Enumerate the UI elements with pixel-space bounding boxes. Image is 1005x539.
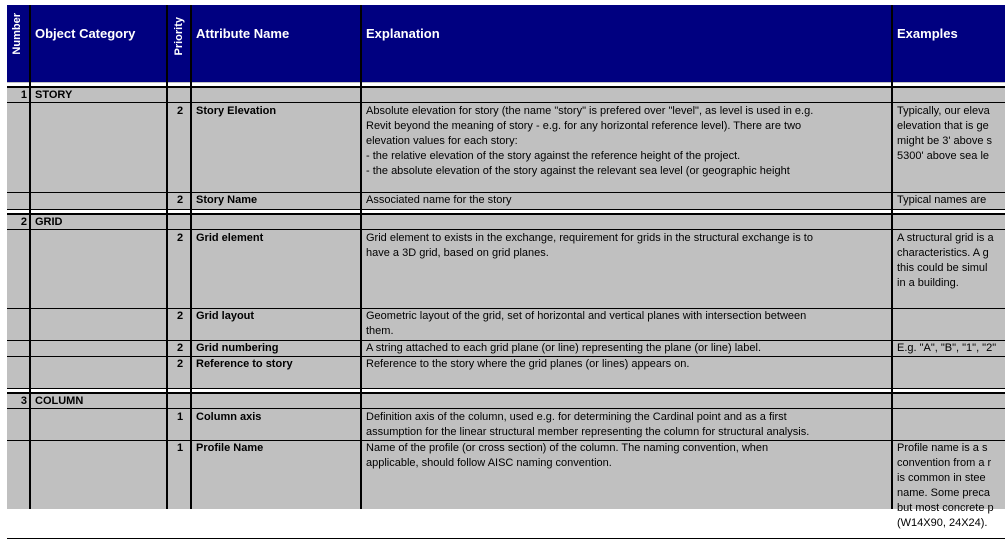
- priority-cell[interactable]: 2: [176, 194, 184, 206]
- explanation-cell[interactable]: [362, 309, 893, 340]
- examples-line: convention from a r: [897, 457, 992, 469]
- examples-line: is common in stee: [897, 472, 986, 484]
- section-header-row[interactable]: [7, 394, 1005, 408]
- explanation-cell[interactable]: [362, 441, 893, 538]
- table-row[interactable]: [7, 441, 1005, 538]
- examples-line: name. Some preca: [897, 487, 990, 499]
- explanation-line: them.: [366, 325, 394, 337]
- column-divider: [29, 5, 31, 509]
- attribute-name-cell[interactable]: Grid element: [196, 232, 264, 244]
- examples-line: elevation that is ge: [897, 120, 989, 132]
- examples-cell[interactable]: [893, 193, 1005, 209]
- section-category[interactable]: GRID: [35, 216, 63, 228]
- explanation-line: - the relative elevation of the story against the reference height of the project.: [366, 150, 741, 162]
- section-number[interactable]: 1: [20, 89, 27, 101]
- header-explanation-label: Explanation: [366, 26, 440, 41]
- header-attribute[interactable]: [192, 5, 362, 82]
- header-number-label: Number: [11, 13, 23, 55]
- column-divider: [190, 5, 192, 509]
- section-header-row[interactable]: [7, 215, 1005, 229]
- table-row[interactable]: [7, 341, 1005, 356]
- row-divider: [7, 408, 1005, 409]
- row-divider: [7, 102, 1005, 103]
- priority-cell[interactable]: 2: [176, 232, 184, 244]
- explanation-line: - the absolute elevation of the story against the relevant sea level (or geographic height: [366, 165, 790, 177]
- examples-line: but most concrete p: [897, 502, 994, 514]
- priority-cell[interactable]: 2: [176, 342, 184, 354]
- header-priority-label: Priority: [173, 17, 185, 56]
- examples-cell[interactable]: [893, 341, 1005, 356]
- table-row[interactable]: [7, 309, 1005, 340]
- explanation-line: Grid element to exists in the exchange, requirement for grids in the structural exchange is to: [366, 232, 813, 244]
- examples-line: 5300' above sea le: [897, 150, 990, 162]
- attribute-name-cell[interactable]: Story Elevation: [196, 105, 277, 117]
- attribute-name-cell[interactable]: Grid layout: [196, 310, 255, 322]
- examples-line: in a building.: [897, 277, 959, 289]
- priority-cell[interactable]: 2: [176, 358, 184, 370]
- header-examples-label: Examples: [897, 26, 958, 41]
- explanation-line: Absolute elevation for story (the name "story" is prefered over "level", as level is used in e.g.: [366, 105, 814, 117]
- examples-cell[interactable]: [893, 357, 1005, 388]
- explanation-cell[interactable]: [362, 410, 893, 440]
- examples-line: might be 3' above s: [897, 135, 993, 147]
- explanation-line: have a 3D grid, based on grid planes.: [366, 247, 549, 259]
- explanation-line: Associated name for the story: [366, 194, 512, 206]
- attribute-name-cell[interactable]: Grid numbering: [196, 342, 279, 354]
- header-category-label: Object Category: [35, 26, 136, 41]
- header-priority[interactable]: [168, 5, 192, 82]
- attribute-name-cell[interactable]: Story Name: [196, 194, 258, 206]
- explanation-cell[interactable]: [362, 231, 893, 308]
- attribute-name-cell[interactable]: Profile Name: [196, 442, 264, 454]
- table-row[interactable]: [7, 193, 1005, 209]
- examples-line: (W14X90, 24X24).: [897, 517, 988, 529]
- explanation-line: applicable, should follow AISC naming convention.: [366, 457, 612, 469]
- section-number[interactable]: 2: [20, 216, 27, 228]
- header-number[interactable]: [7, 5, 31, 82]
- header-examples[interactable]: [893, 5, 1005, 82]
- table-row[interactable]: [7, 104, 1005, 192]
- examples-cell[interactable]: [893, 104, 1005, 192]
- examples-line: this could be simul: [897, 262, 988, 274]
- explanation-line: Revit beyond the meaning of story - e.g. for any horizontal reference level). There are two: [366, 120, 802, 132]
- explanation-line: Name of the profile (or cross section) of the column. The naming convention, when: [366, 442, 769, 454]
- explanation-cell[interactable]: [362, 193, 893, 209]
- explanation-cell[interactable]: [362, 341, 893, 356]
- priority-cell[interactable]: 1: [176, 411, 184, 423]
- priority-cell[interactable]: 1: [176, 442, 184, 454]
- explanation-line: A string attached to each grid plane (or line) representing the plane (or line) label.: [366, 342, 762, 354]
- explanation-line: elevation values for each story:: [366, 135, 518, 147]
- priority-cell[interactable]: 2: [176, 105, 184, 117]
- examples-line: E.g. "A", "B", "1", "2": [897, 342, 997, 354]
- section-category[interactable]: COLUMN: [35, 395, 84, 407]
- explanation-line: Definition axis of the column, used e.g. for determining the Cardinal point and as a first: [366, 411, 787, 423]
- examples-line: characteristics. A g: [897, 247, 989, 259]
- table-row[interactable]: [7, 231, 1005, 308]
- examples-cell[interactable]: [893, 410, 1005, 440]
- column-divider: [360, 5, 362, 509]
- header-attribute-label: Attribute Name: [196, 26, 290, 41]
- examples-cell[interactable]: [893, 441, 1005, 538]
- explanation-cell[interactable]: [362, 357, 893, 388]
- column-divider: [891, 5, 893, 509]
- examples-line: Typical names are: [897, 194, 987, 206]
- attribute-name-cell[interactable]: Column axis: [196, 411, 262, 423]
- row-divider: [7, 229, 1005, 230]
- header-explanation[interactable]: [362, 5, 893, 82]
- spreadsheet-table: [7, 5, 1005, 529]
- column-divider: [166, 5, 168, 509]
- explanation-line: Geometric layout of the grid, set of horizontal and vertical planes with intersection between: [366, 310, 807, 322]
- table-row[interactable]: [7, 357, 1005, 388]
- explanation-line: Reference to the story where the grid planes (or lines) appears on.: [366, 358, 690, 370]
- examples-cell[interactable]: [893, 231, 1005, 308]
- examples-line: Profile name is a s: [897, 442, 988, 454]
- explanation-cell[interactable]: [362, 104, 893, 192]
- attribute-name-cell[interactable]: Reference to story: [196, 358, 293, 370]
- section-header-row[interactable]: [7, 88, 1005, 102]
- header-category[interactable]: [31, 5, 168, 82]
- explanation-line: assumption for the linear structural member representing the column for structural analysis.: [366, 426, 810, 438]
- examples-line: Typically, our eleva: [897, 105, 990, 117]
- section-category[interactable]: STORY: [35, 89, 73, 101]
- examples-line: A structural grid is a: [897, 232, 994, 244]
- table-row[interactable]: [7, 410, 1005, 440]
- section-number[interactable]: 3: [20, 395, 27, 407]
- examples-cell[interactable]: [893, 309, 1005, 340]
- priority-cell[interactable]: 2: [176, 310, 184, 322]
